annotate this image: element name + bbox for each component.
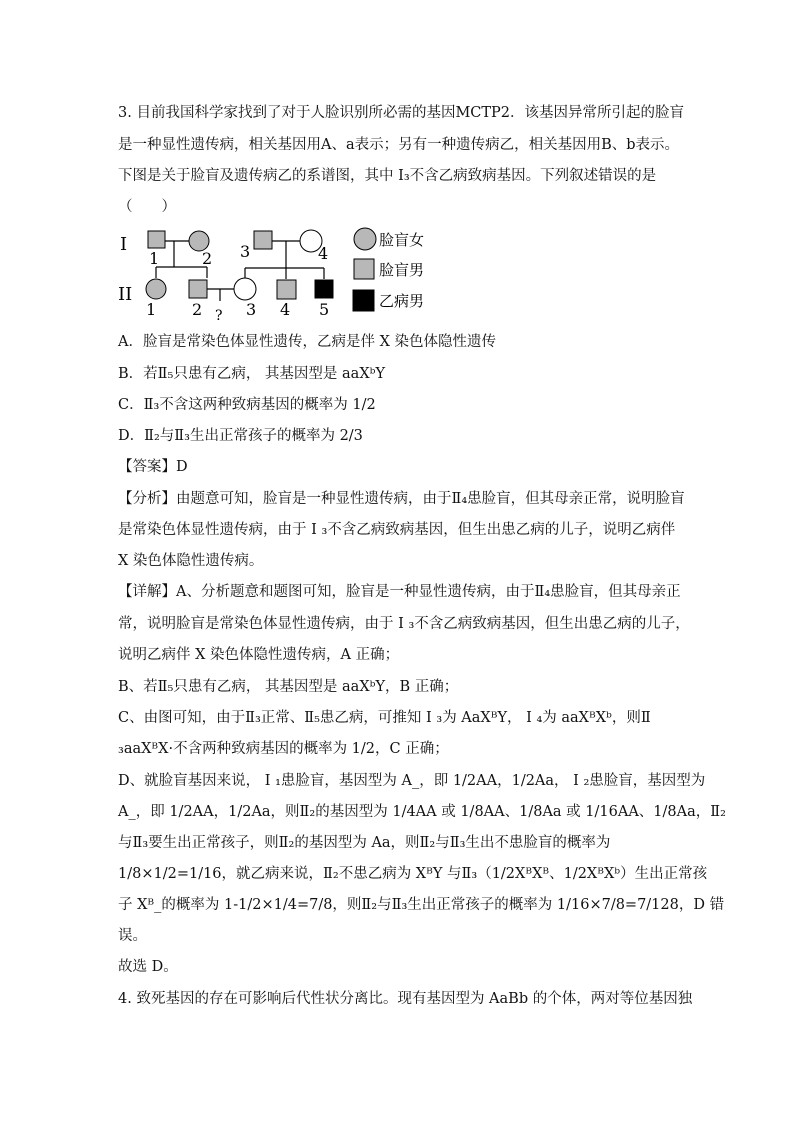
answer: 【答案】D [118,459,188,475]
q3-stem-bracket: （ ） [118,199,176,215]
legend-disease-b-male-label: 乙病男 [379,292,425,310]
analysis-line-1: 【分析】由题意可知，脸盲是一种显性遗传病，由于Ⅱ₄患脸盲，但其母亲正常，说明脸盲 [118,491,685,507]
detail-conclusion: 故选 D。 [118,959,178,975]
detail-line-12: 误。 [118,928,147,944]
option-a: A．脸盲是常染色体显性遗传，乙病是伴 X 染色体隐性遗传 [118,334,497,350]
detail-line-5: C、由图可知，由于Ⅱ₃正常、Ⅱ₅患乙病，可推知 I ₃为 AaXᴮY， I ₄为 aaXᴮXᵇ，则Ⅱ [118,710,651,726]
I1-affected-male [148,231,165,248]
II5-disease-b-male [315,280,333,298]
II3-normal-female [234,278,256,300]
I4-number: 4 [318,244,329,263]
gen-2-label: II [118,284,133,305]
II3-number: 3 [246,300,257,319]
detail-line-1: 【详解】A、分析题意和题图可知，脸盲是一种显性遗传病，由于Ⅱ₄患脸盲，但其母亲正 [118,584,681,600]
detail-line-9: 与Ⅱ₃要生出正常孩子，则Ⅱ₂的基因型为 Aa，则Ⅱ₂与Ⅱ₃生出不患脸盲的概率为 [118,835,611,851]
legend-disease-b-male-symbol [353,290,374,311]
detail-line-3: 说明乙病伴 X 染色体隐性遗传病，A 正确； [118,647,400,663]
I3-affected-male [254,231,272,249]
q3-stem-line-2: 是一种显性遗传病，相关基因用A、a表示；另有一种遗传病乙，相关基因用B、b表示。 [118,137,680,153]
detail-line-7: D、就脸盲基因来说， I ₁患脸盲，基因型为 A_，即 1/2AA，1/2Aa， I ₂患脸盲，基因型为 [118,773,706,789]
II4-number: 4 [280,300,291,319]
analysis-line-3: X 染色体隐性遗传病。 [118,553,264,569]
option-d: D．Ⅱ₂与Ⅱ₃生出正常孩子的概率为 2/3 [118,428,363,444]
detail-line-11: 子 Xᴮ_的概率为 1-1/2×1/4=7/8，则Ⅱ₂与Ⅱ₃生出正常孩子的概率为 1/16×7/8=7/128，D 错 [118,897,725,913]
detail-line-2: 常，说明脸盲是常染色体显性遗传病，由于 I ₃不含乙病致病基因，但生出患乙病的儿子， [118,616,690,632]
unknown-child-mark: ? [215,308,223,323]
legend-affected-male-label: 脸盲男 [379,261,425,279]
option-b: B．若Ⅱ₅只患有乙病， 其基因型是 aaXᵇY [118,366,386,382]
II1-number: 1 [146,300,157,319]
II5-number: 5 [319,300,330,319]
I2-affected-female [189,231,209,251]
legend-affected-female-label: 脸盲女 [379,231,425,249]
gen-1-label: I [120,234,128,255]
detail-line-8: A_，即 1/2AA，1/2Aa，则Ⅱ₂的基因型为 1/4AA 或 1/8AA、1/8Aa 或 1/16AA、1/8Aa，Ⅱ₂ [118,804,726,820]
legend-affected-female-symbol [354,228,376,250]
legend-affected-male-symbol [354,259,374,279]
II2-number: 2 [192,300,203,319]
II2-affected-male [189,280,207,298]
analysis-line-2: 是常染色体显性遗传病，由于 I ₃不含乙病致病基因，但生出患乙病的儿子，说明乙病伴 [118,522,676,538]
II1-affected-female [146,279,166,299]
II4-affected-male [277,280,296,299]
I3-number: 3 [240,242,251,261]
q3-stem-line-3: 下图是关于脸盲及遗传病乙的系谱图，其中 I₃不含乙病致病基因。下列叙述错误的是 [118,168,657,184]
q4-stem: 4. 致死基因的存在可影响后代性状分离比。现有基因型为 AaBb 的个体，两对等位基因独 [118,991,693,1007]
detail-line-6: ₃aaXᴮX·不含两种致病基因的概率为 1/2，C 正确； [118,741,449,757]
option-c: C．Ⅱ₃不含这两种致病基因的概率为 1/2 [118,397,376,413]
pedigree-diagram [112,223,452,323]
detail-line-4: B、若Ⅱ₅只患有乙病， 其基因型是 aaXᵇY，B 正确； [118,679,459,695]
detail-line-10: 1/8×1/2=1/16，就乙病来说，Ⅱ₂不患乙病为 XᴮY 与Ⅱ₃（1/2XᴮXᴮ、1/2XᴮXᵇ）生出正常孩 [118,866,708,882]
q3-stem-line-1: 3. 目前我国科学家找到了对于人脸识别所必需的基因MCTP2．该基因异常所引起的脸盲 [118,105,685,121]
I1-number: 1 [149,249,160,268]
I2-number: 2 [202,249,213,268]
